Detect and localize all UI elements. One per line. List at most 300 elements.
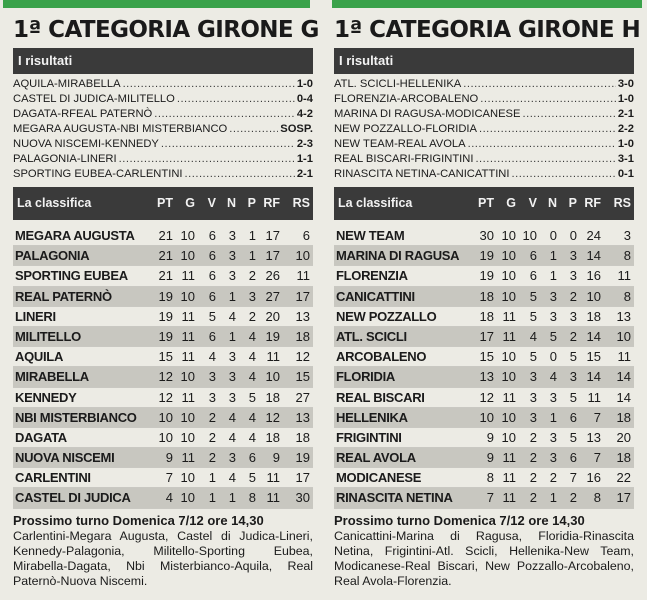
table-row: [334, 246, 634, 266]
stat-rf: 27: [265, 288, 280, 304]
stat-rs: 3: [623, 228, 631, 243]
stat-rs: 6: [302, 228, 310, 243]
next-round-title: Prossimo turno Domenica 7/12 ore 14,30: [13, 512, 264, 528]
result-score: 4-2: [296, 108, 313, 120]
team-name: RINASCITA NETINA: [336, 490, 453, 506]
stat-pt: 13: [479, 369, 494, 385]
stat-p: 2: [569, 288, 577, 304]
stat-g: 11: [502, 308, 516, 324]
stat-rs: 8: [623, 248, 631, 264]
team-name: MEGARA AUGUSTA: [15, 228, 135, 243]
stat-p: 5: [569, 349, 577, 365]
stat-p: 0: [569, 228, 577, 243]
col-header-rf: RF: [584, 196, 601, 210]
team-name: AQUILA: [15, 349, 64, 365]
table-row: [334, 347, 634, 367]
stat-rs: 20: [616, 429, 631, 445]
stat-v: 3: [529, 409, 537, 425]
stat-pt: 9: [486, 429, 494, 445]
table-row: [334, 408, 634, 428]
stat-v: 6: [208, 328, 216, 344]
team-name: REAL AVOLA: [336, 450, 416, 466]
stat-pt: 8: [486, 470, 494, 486]
next-round-fixtures: Carlentini-Megara Augusta, Castel di Judica-Lineri, Kennedy-Palagonia, Militello-Sporting Eubea, Mirabella-Dagata, Nbi Misterbianco-Aquila, Real Paternò-Nuova Niscemi.: [13, 528, 313, 588]
table-row: [13, 388, 313, 408]
stat-g: 11: [181, 328, 195, 344]
stat-n: 1: [549, 248, 557, 264]
stat-v: 6: [208, 268, 216, 284]
stat-rs: 18: [295, 429, 310, 445]
table-row: [334, 448, 634, 468]
stat-pt: 19: [479, 248, 494, 264]
stat-pt: 10: [479, 409, 494, 425]
result-score: 2-2: [617, 123, 634, 135]
stat-n: 3: [228, 268, 236, 284]
stat-p: 3: [569, 248, 577, 264]
result-match: REAL BISCARI-FRIGINTINI: [334, 153, 474, 165]
results-header: I risultati: [13, 48, 313, 74]
table-row: [13, 327, 313, 347]
stat-g: 10: [501, 349, 516, 365]
stat-v: 5: [529, 288, 537, 304]
stat-p: 3: [569, 308, 577, 324]
stat-g: 11: [502, 450, 516, 466]
col-header-g: G: [506, 196, 516, 210]
stat-n: 4: [228, 429, 236, 445]
stat-pt: 19: [158, 328, 173, 344]
stat-p: 6: [569, 450, 577, 466]
stat-n: 3: [549, 429, 557, 445]
stat-rf: 17: [265, 228, 280, 243]
section-title: 1ª CATEGORIA GIRONE G: [13, 17, 319, 43]
leader-dots: [123, 77, 295, 92]
stat-v: 2: [529, 450, 537, 466]
stat-pt: 4: [165, 490, 173, 506]
standings-header: [334, 187, 634, 220]
standings-table: [13, 226, 313, 509]
stat-g: 11: [181, 268, 195, 284]
stat-pt: 15: [158, 349, 173, 365]
result-row: [334, 77, 634, 92]
result-match: NEW TEAM-REAL AVOLA: [334, 138, 466, 150]
col-header-n: N: [547, 196, 557, 210]
result-match: PALAGONIA-LINERI: [13, 153, 117, 165]
table-row: [334, 226, 634, 246]
stat-rf: 16: [586, 470, 601, 486]
team-name: MILITELLO: [15, 328, 81, 344]
stat-g: 10: [501, 429, 516, 445]
stat-rf: 20: [265, 308, 280, 324]
team-name: MIRABELLA: [15, 369, 89, 385]
stat-rf: 18: [265, 389, 280, 405]
stat-rs: 17: [295, 288, 310, 304]
stat-v: 2: [208, 450, 216, 466]
leader-dots: [479, 122, 616, 137]
result-row: [13, 122, 313, 137]
result-match: NUOVA NISCEMI-KENNEDY: [13, 138, 159, 150]
table-row: [13, 448, 313, 468]
stat-g: 10: [501, 369, 516, 385]
stat-g: 11: [502, 389, 516, 405]
stat-rs: 18: [295, 328, 310, 344]
col-header-v: V: [528, 196, 537, 210]
table-row: [13, 246, 313, 266]
stat-n: 1: [549, 409, 557, 425]
stat-rf: 15: [586, 349, 601, 365]
stat-rs: 19: [295, 450, 310, 466]
result-match: NEW POZZALLO-FLORIDIA: [334, 123, 477, 135]
team-name: SPORTING EUBEA: [15, 268, 128, 284]
col-header-pt: PT: [157, 196, 173, 210]
stat-g: 10: [501, 288, 516, 304]
stat-p: 6: [569, 409, 577, 425]
stat-rs: 11: [617, 349, 631, 365]
stat-rf: 26: [265, 268, 280, 284]
stat-g: 10: [501, 228, 516, 243]
stat-g: 10: [501, 268, 516, 284]
team-name: HELLENIKA: [336, 409, 408, 425]
stat-pt: 9: [486, 450, 494, 466]
col-header-rs: RS: [292, 196, 310, 210]
next-round-fixtures: Canicattini-Marina di Ragusa, Floridia-Rinascita Netina, Frigintini-Atl. Scicli, Hellenika-New Team, Modicanese-Real Biscari, New Pozzallo-Arcobaleno, Real Avola-Florenzia.: [334, 528, 634, 588]
stat-g: 11: [502, 490, 516, 506]
stat-v: 6: [208, 288, 216, 304]
stat-g: 10: [180, 288, 195, 304]
stat-p: 4: [248, 429, 256, 445]
stat-pt: 19: [158, 308, 173, 324]
table-row: [13, 367, 313, 387]
result-row: [13, 167, 313, 182]
result-score: 1-0: [617, 138, 634, 150]
table-row: [13, 266, 313, 286]
stat-rf: 14: [586, 328, 601, 344]
leader-dots: [463, 77, 616, 92]
result-row: [334, 107, 634, 122]
stat-rs: 14: [616, 369, 631, 385]
stat-g: 11: [502, 470, 516, 486]
stat-rs: 14: [616, 389, 631, 405]
stat-g: 11: [502, 328, 516, 344]
result-score: 1-0: [617, 93, 634, 105]
top-color-strip-left: [3, 0, 310, 8]
leader-dots: [480, 92, 616, 107]
leader-dots: [185, 167, 295, 182]
stat-p: 4: [248, 328, 256, 344]
stat-rs: 10: [295, 248, 310, 264]
stat-p: 8: [248, 490, 256, 506]
col-header-pt: PT: [478, 196, 494, 210]
stat-pt: 19: [479, 268, 494, 284]
result-match: MEGARA AUGUSTA-NBI MISTERBIANCO: [13, 123, 228, 135]
table-row: [334, 428, 634, 448]
stat-v: 6: [529, 248, 537, 264]
stat-v: 2: [529, 470, 537, 486]
result-match: CASTEL DI JUDICA-MILITELLO: [13, 93, 175, 105]
standings-table: [334, 226, 634, 509]
team-name: CANICATTINI: [336, 288, 415, 304]
stat-n: 4: [228, 308, 236, 324]
stat-pt: 17: [479, 328, 494, 344]
stat-rs: 13: [616, 308, 631, 324]
stat-g: 10: [180, 490, 195, 506]
stat-rs: 11: [296, 268, 310, 284]
stat-rf: 17: [265, 248, 280, 264]
team-name: FRIGINTINI: [336, 429, 402, 445]
stat-p: 1: [248, 228, 256, 243]
stat-rf: 16: [586, 268, 601, 284]
stat-rf: 9: [272, 450, 280, 466]
stat-pt: 30: [479, 228, 494, 243]
result-score: 0-1: [617, 168, 634, 180]
stat-g: 11: [181, 450, 195, 466]
team-name: REAL BISCARI: [336, 389, 425, 405]
result-row: [334, 122, 634, 137]
leader-dots: [229, 122, 278, 137]
team-name: CARLENTINI: [15, 470, 91, 486]
stat-rs: 8: [623, 288, 631, 304]
col-header-rf: RF: [263, 196, 280, 210]
stat-v: 3: [208, 369, 216, 385]
result-match: FLORENZIA-ARCOBALENO: [334, 93, 479, 105]
stat-p: 2: [569, 328, 577, 344]
stat-rf: 11: [587, 389, 601, 405]
result-row: [13, 152, 313, 167]
leader-dots: [512, 167, 616, 182]
stat-n: 1: [549, 268, 557, 284]
result-match: SPORTING EUBEA-CARLENTINI: [13, 168, 183, 180]
result-match: DAGATA-RFEAL PATERNÒ: [13, 108, 153, 120]
section-title: 1ª CATEGORIA GIRONE H: [334, 17, 641, 43]
stat-v: 4: [208, 349, 216, 365]
team-name: NUOVA NISCEMI: [15, 450, 115, 466]
stat-rf: 18: [265, 429, 280, 445]
team-name: DAGATA: [15, 429, 67, 445]
stat-p: 3: [569, 268, 577, 284]
table-row: [334, 367, 634, 387]
stat-n: 1: [228, 490, 236, 506]
stat-p: 4: [248, 349, 256, 365]
stat-rf: 19: [265, 328, 280, 344]
stat-n: 4: [228, 409, 236, 425]
result-row: [13, 137, 313, 152]
col-header-v: V: [207, 196, 216, 210]
stat-rs: 13: [295, 308, 310, 324]
stat-v: 6: [208, 248, 216, 264]
stat-v: 5: [529, 349, 537, 365]
team-name: MODICANESE: [336, 470, 422, 486]
stat-p: 2: [569, 490, 577, 506]
stat-g: 10: [180, 228, 195, 243]
table-row: [334, 388, 634, 408]
stat-pt: 21: [158, 228, 173, 243]
stat-rf: 18: [586, 308, 601, 324]
stat-pt: 18: [479, 288, 494, 304]
stat-pt: 21: [158, 268, 173, 284]
leader-dots: [154, 107, 295, 122]
stat-v: 4: [529, 328, 537, 344]
table-row: [334, 266, 634, 286]
stat-rf: 7: [593, 409, 601, 425]
stat-pt: 18: [479, 308, 494, 324]
stat-rf: 7: [593, 450, 601, 466]
stat-rs: 17: [295, 470, 310, 486]
table-row: [13, 408, 313, 428]
stat-p: 5: [248, 470, 256, 486]
stat-pt: 10: [158, 429, 173, 445]
stat-rf: 10: [265, 369, 280, 385]
leader-dots: [475, 152, 615, 167]
table-row: [334, 488, 634, 508]
result-match: RINASCITA NETINA-CANICATTINI: [334, 168, 510, 180]
girone-g-column: [13, 10, 319, 589]
stat-v: 5: [208, 308, 216, 324]
table-row: [13, 468, 313, 488]
stat-v: 2: [208, 429, 216, 445]
stat-p: 5: [248, 389, 256, 405]
stat-v: 2: [529, 429, 537, 445]
girone-h-column: [334, 10, 641, 589]
col-header-p: P: [247, 196, 256, 210]
stat-n: 4: [228, 470, 236, 486]
result-row: [334, 92, 634, 107]
col-header-g: G: [185, 196, 195, 210]
result-score: 2-1: [617, 108, 634, 120]
result-row: [13, 107, 313, 122]
stat-pt: 12: [158, 369, 173, 385]
stat-rs: 30: [295, 490, 310, 506]
stat-n: 3: [228, 349, 236, 365]
result-score: 1-1: [296, 153, 313, 165]
leader-dots: [522, 107, 615, 122]
stat-p: 4: [248, 369, 256, 385]
stat-p: 3: [569, 369, 577, 385]
stat-p: 2: [248, 308, 256, 324]
stat-rf: 24: [586, 228, 601, 243]
stat-n: 3: [228, 248, 236, 264]
leader-dots: [177, 92, 295, 107]
result-match: ATL. SCICLI-HELLENIKA: [334, 78, 462, 90]
result-score: SOSP.: [280, 123, 313, 135]
stat-g: 10: [180, 429, 195, 445]
stat-g: 11: [181, 349, 195, 365]
stat-v: 6: [208, 228, 216, 243]
stat-pt: 10: [158, 409, 173, 425]
table-row: [13, 287, 313, 307]
team-name: KENNEDY: [15, 389, 77, 405]
stat-rs: 18: [616, 450, 631, 466]
results-list: [13, 77, 313, 182]
stat-v: 1: [208, 470, 216, 486]
stat-rs: 10: [616, 328, 631, 344]
result-score: 3-1: [617, 153, 634, 165]
stat-g: 11: [181, 308, 195, 324]
team-name: LINERI: [15, 308, 56, 324]
stat-rf: 14: [586, 248, 601, 264]
table-row: [13, 488, 313, 508]
table-row: [334, 327, 634, 347]
standings-label: La classifica: [17, 196, 92, 210]
stat-g: 10: [180, 470, 195, 486]
stat-rs: 17: [616, 490, 631, 506]
team-name: PALAGONIA: [15, 248, 90, 264]
stat-rs: 22: [616, 470, 631, 486]
stat-rf: 12: [265, 409, 280, 425]
standings-label: La classifica: [338, 196, 413, 210]
stat-rf: 11: [266, 490, 280, 506]
stat-n: 3: [228, 369, 236, 385]
result-row: [13, 77, 313, 92]
stat-p: 7: [569, 470, 577, 486]
stat-n: 5: [549, 328, 557, 344]
stat-v: 6: [529, 268, 537, 284]
table-row: [13, 307, 313, 327]
stat-g: 10: [180, 248, 195, 264]
stat-n: 3: [549, 288, 557, 304]
col-header-p: P: [568, 196, 577, 210]
stat-n: 3: [228, 450, 236, 466]
result-match: AQUILA-MIRABELLA: [13, 78, 121, 90]
stat-n: 1: [228, 328, 236, 344]
stat-rs: 27: [295, 389, 310, 405]
stat-rs: 11: [617, 268, 631, 284]
leader-dots: [161, 137, 295, 152]
stat-p: 4: [248, 409, 256, 425]
result-row: [13, 92, 313, 107]
stat-p: 1: [248, 248, 256, 264]
stat-n: 2: [549, 470, 557, 486]
stat-n: 0: [549, 228, 557, 243]
team-name: ARCOBALENO: [336, 349, 427, 365]
stat-n: 0: [549, 349, 557, 365]
table-row: [13, 347, 313, 367]
leader-dots: [468, 137, 616, 152]
leader-dots: [119, 152, 295, 167]
stat-rf: 10: [586, 288, 601, 304]
stat-rf: 13: [586, 429, 601, 445]
table-row: [334, 468, 634, 488]
stat-rf: 11: [266, 349, 280, 365]
stat-v: 10: [522, 228, 537, 243]
team-name: NEW POZZALLO: [336, 308, 437, 324]
result-score: 2-1: [296, 168, 313, 180]
stat-p: 5: [569, 389, 577, 405]
table-row: [334, 287, 634, 307]
stat-rs: 18: [616, 409, 631, 425]
stat-p: 2: [248, 268, 256, 284]
stat-v: 2: [529, 490, 537, 506]
stat-n: 3: [549, 389, 557, 405]
stat-p: 3: [248, 288, 256, 304]
stat-rf: 11: [266, 470, 280, 486]
stat-n: 3: [228, 228, 236, 243]
next-round-title: Prossimo turno Domenica 7/12 ore 14,30: [334, 512, 585, 528]
stat-v: 1: [208, 490, 216, 506]
stat-g: 10: [180, 369, 195, 385]
team-name: NBI MISTERBIANCO: [15, 409, 137, 425]
stat-rs: 12: [295, 349, 310, 365]
stat-rs: 15: [295, 369, 310, 385]
stat-g: 10: [501, 248, 516, 264]
stat-pt: 7: [165, 470, 173, 486]
stat-n: 3: [549, 450, 557, 466]
stat-v: 2: [208, 409, 216, 425]
results-list: [334, 77, 634, 182]
stat-pt: 7: [486, 490, 494, 506]
table-row: [13, 226, 313, 246]
stat-pt: 15: [479, 349, 494, 365]
team-name: ATL. SCICLI: [336, 328, 407, 344]
stat-p: 6: [248, 450, 256, 466]
